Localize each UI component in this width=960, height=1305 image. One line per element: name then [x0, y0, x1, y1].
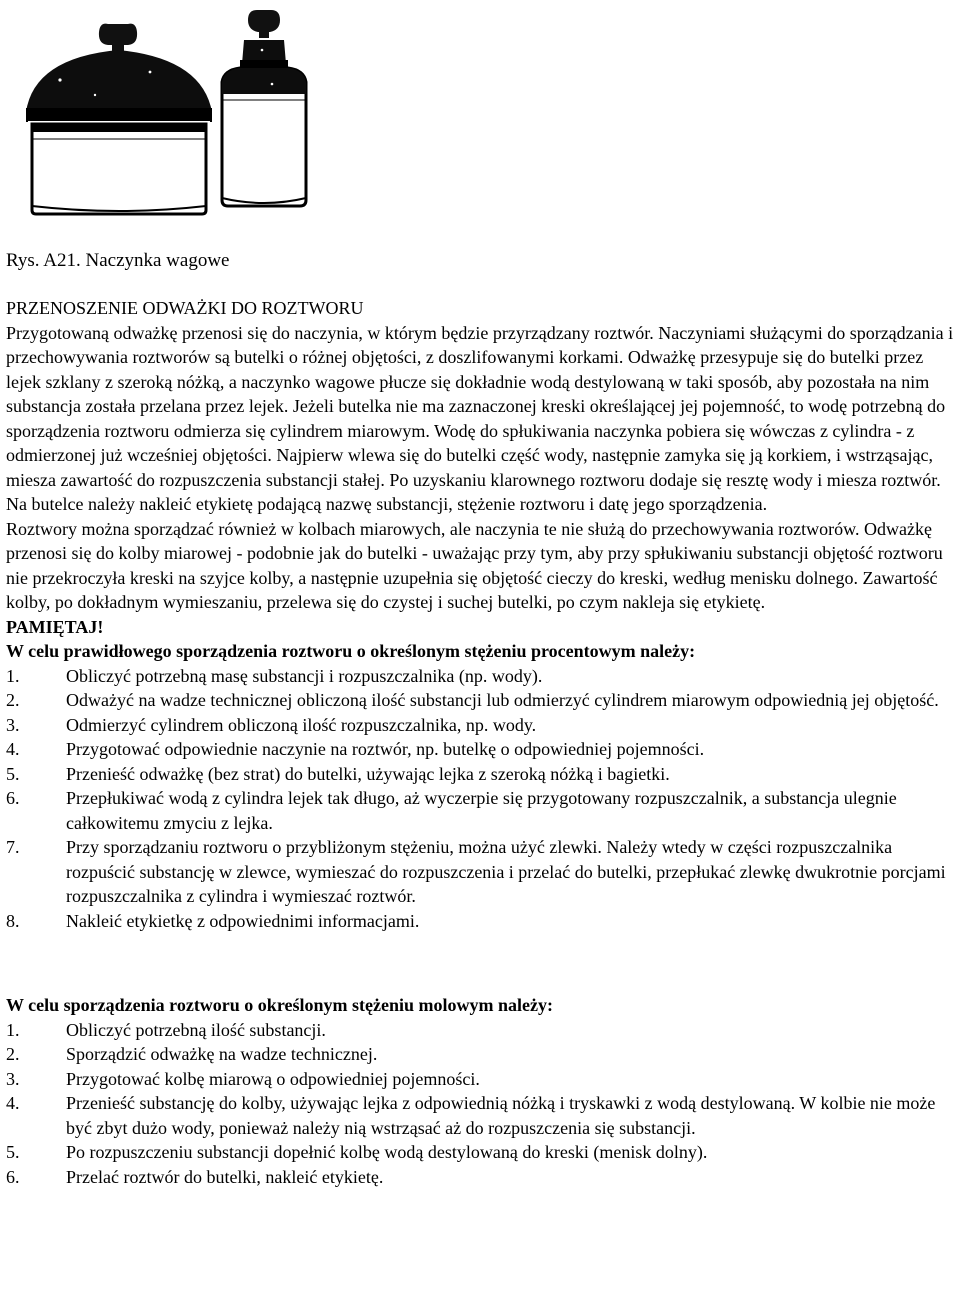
step-number: 6.: [6, 788, 20, 808]
section-title: PRZENOSZENIE ODWAŻKI DO ROZTWORU: [6, 298, 364, 318]
list-item: [6, 737, 956, 762]
list-item: [6, 786, 956, 835]
step-number: 7.: [6, 837, 20, 857]
spacer: [6, 933, 956, 993]
percent-steps-list: [6, 664, 956, 934]
step-number: 4.: [6, 739, 20, 759]
step-number: 6.: [6, 1166, 20, 1187]
paragraph-transfer: Przygotowaną odważkę przenosi się do naczynia, w którym będzie przyrządzany roztwór. Naczyniami służącymi do sporządzania i przechowywania roztworów są butelki o różnej objętości, z doszlifowanymi korkami. Odważkę przesypuje się do butelki przez lejek szklany z szeroką nóżką, a naczynko wagowe płucze się dokładnie wodą destylowaną w taki sposób, aby pozostała na nim substancja została przelana przez lejek. Jeżeli butelka nie ma zaznaczonej kreski określającej jej pojemność, to wodę potrzebną do sporządzenia roztworu odmierza się cylindrem miarowym. Wodę do spłukiwania naczynka pobiera się wówczas z cylindra - z odmierzonej już wcześniej objętości. Najpierw wlewa się do butelki część wody, następnie zamyka się ją korkiem, i wstrząsając, miesza zawartość do rozpuszczenia substancji stałej. Po uzyskaniu klarownego roztworu dodaje się resztę wody i miesza roztwór. Na butelce należy nakleić etykietę podającą nazwę substancji, stężenie roztworu i datę jego sporządzenia.: [6, 322, 954, 514]
weighing-bottle-tall: [222, 10, 306, 206]
list-item: [6, 1165, 956, 1190]
step-text: Przenieść substancję do kolby, używając lejka z odpowiednią nóżką i tryskawki z wodą destylowaną. W kolbie nie może być zbyt dużo wody, ponieważ należy nią wstrząsać aż do rozpuszczenia się substancji.: [66, 1093, 936, 1138]
figure-caption: Rys. A21. Naczynka wagowe: [6, 250, 230, 271]
step-text: Przygotować kolbę miarową o odpowiedniej pojemności.: [66, 1068, 480, 1089]
step-text: Przenieść odważkę (bez strat) do butelki, używając lejka z szeroką nóżką i bagietki.: [66, 763, 670, 784]
step-number: 4.: [6, 1093, 20, 1113]
list-item: [6, 835, 956, 909]
step-text: Obliczyć potrzebną ilość substancji.: [66, 1019, 326, 1040]
step-text: Po rozpuszczeniu substancji dopełnić kolbę wodą destylowaną do kreski (menisk dolny).: [66, 1142, 708, 1162]
figure-weighing-vessels: [0, 0, 960, 240]
step-text: Odważyć na wadze technicznej obliczoną ilość substancji lub odmierzyć cylindrem miarowym odpowiednią jej objętość.: [66, 690, 939, 710]
percent-heading: W celu prawidłowego sporządzenia roztworu o określonym stężeniu procentowym należy:: [6, 641, 696, 661]
step-text: Nakleić etykietkę z odpowiednimi informacjami.: [66, 910, 420, 931]
list-item: [6, 1042, 956, 1067]
list-item: [6, 1140, 956, 1165]
step-number: 5.: [6, 1142, 20, 1162]
list-item: [6, 1018, 956, 1043]
step-number: 3.: [6, 714, 20, 735]
step-text: Przepłukiwać wodą z cylindra lejek tak długo, aż wyczerpie się przygotowany rozpuszczalnik, a substancja ulegnie całkowitemu zmyciu z lejka.: [66, 788, 897, 833]
step-text: Obliczyć potrzebną masę substancji i rozpuszczalnika (np. wody).: [66, 665, 543, 686]
list-item: [6, 1091, 956, 1140]
molar-heading: W celu sporządzenia roztworu o określonym stężeniu molowym należy:: [6, 995, 553, 1015]
step-text: Przelać roztwór do butelki, nakleić etykietę.: [66, 1166, 384, 1187]
step-number: 1.: [6, 1019, 20, 1040]
document-body: [6, 296, 956, 1189]
step-number: 3.: [6, 1068, 20, 1089]
step-text: Przygotować odpowiednie naczynie na roztwór, np. butelkę o odpowiedniej pojemności.: [66, 739, 705, 759]
step-number: 2.: [6, 1044, 20, 1064]
list-item: [6, 664, 956, 689]
list-item: [6, 713, 956, 738]
step-text: Sporządzić odważkę na wadze technicznej.: [66, 1044, 378, 1064]
list-item: [6, 1067, 956, 1092]
step-text: Przy sporządzaniu roztworu o przybliżonym stężeniu, można użyć zlewki. Należy wtedy w części rozpuszczalnika rozpuścić substancję w zlewce, wymieszać do rozpuszczenia i przelać do butelki, przepłukać zlewkę dwukrotnie porcjami rozpuszczalnika z cylindra i wymieszać roztwór.: [66, 837, 946, 906]
step-number: 5.: [6, 763, 20, 784]
step-number: 8.: [6, 910, 20, 931]
paragraph-volumetric-flask: Roztwory można sporządzać również w kolbach miarowych, ale naczynia te nie służą do przechowywania roztworów. Odważkę przenosi się do kolby miarowej - podobnie jak do butelki - uważając przy tym, aby przy spłukiwaniu substancji objętość roztworu nie przekroczyła kreski na szyjce kolby, a następnie uzupełnia się objętość cieczy do kreski, według menisku dolnego. Zawartość kolby, po dokładnym wymieszaniu, przelewa się do czystej i suchej butelki, po czym nakleja się etykietę.: [6, 518, 943, 612]
list-item: [6, 688, 956, 713]
step-text: Odmierzyć cylindrem obliczoną ilość rozpuszczalnika, np. wody.: [66, 714, 537, 735]
list-item: [6, 909, 956, 934]
step-number: 1.: [6, 665, 20, 686]
remember-title: PAMIĘTAJ!: [6, 616, 104, 637]
step-number: 2.: [6, 690, 20, 710]
weighing-vessel-wide: [26, 24, 212, 214]
molar-steps-list: [6, 1018, 956, 1190]
figure-drawing: [0, 0, 960, 240]
list-item: [6, 762, 956, 787]
